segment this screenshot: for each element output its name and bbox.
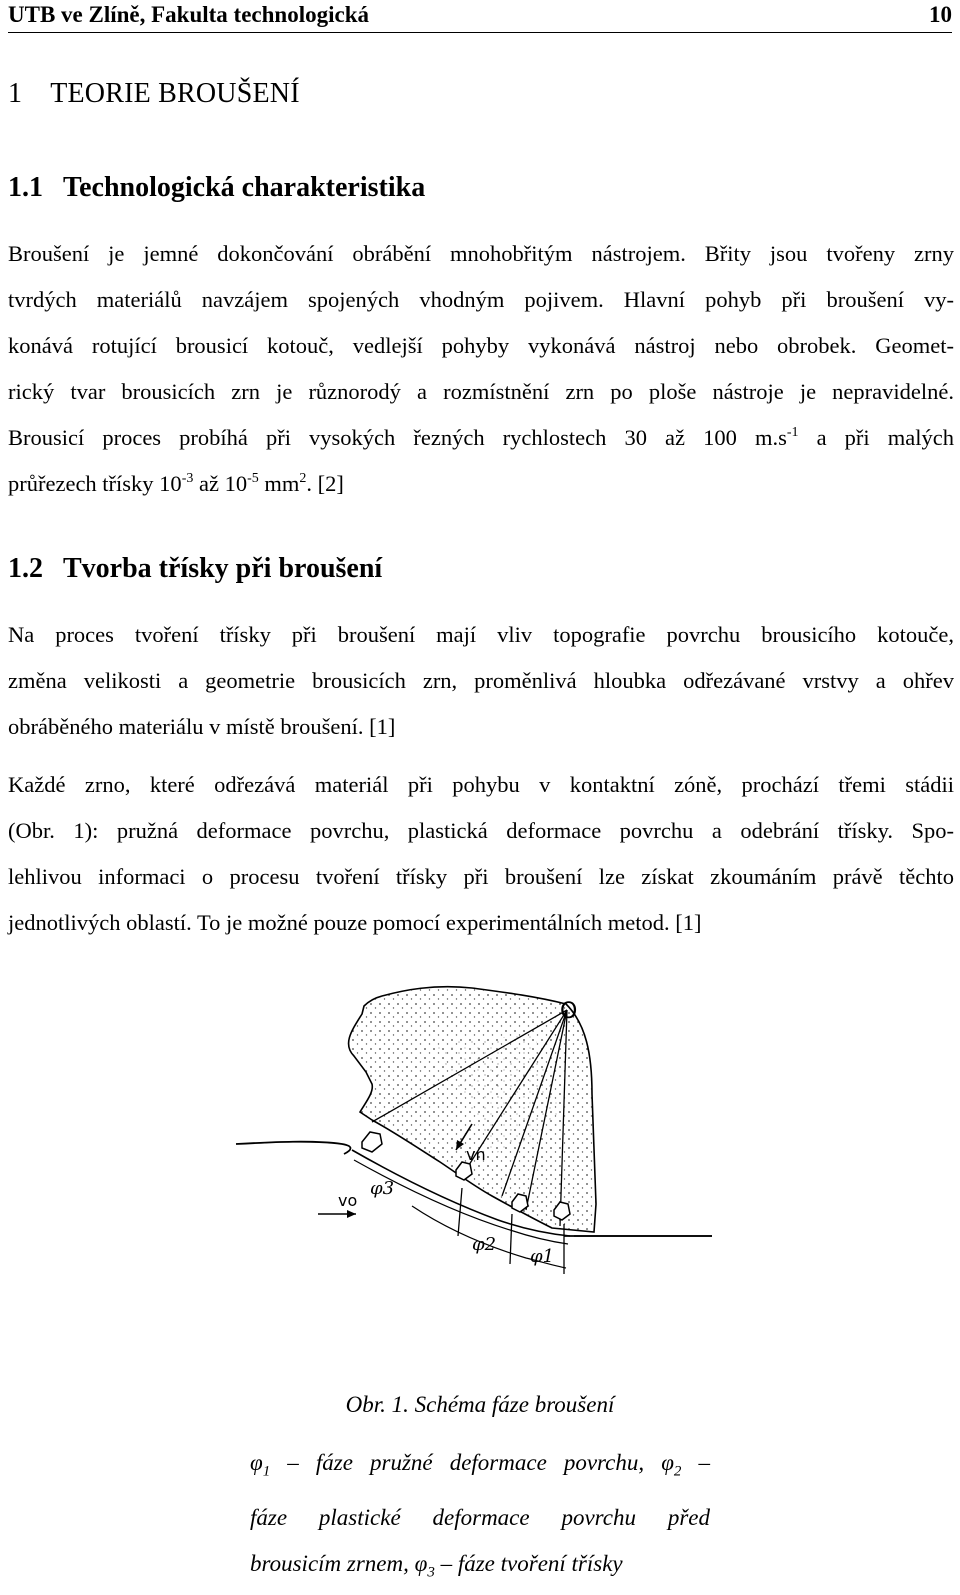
legend-line: fáze plastické deformace povrchu před [250,1504,710,1530]
text-run: brousicím zrnem, φ [250,1550,428,1576]
superscript: 2 [299,471,307,486]
text-run: mm [258,471,300,496]
page-number: 10 [929,2,952,27]
section-title: Tvorba třísky při broušení [63,553,383,584]
section-heading-2 [8,553,382,585]
workpiece-surface [236,1142,351,1154]
text-line: jednotlivých oblastí. To je možné pouze pomocí experimentálních metod. [1] [8,910,702,935]
section-number: 1.2 [8,553,43,584]
text-line: tvrdých materiálů navzájem spojených vhodným pojivem. Hlavní pohyb při broušení vy- [8,287,954,312]
vn-label: vn [466,1145,486,1164]
text-run: . [2] [306,471,344,496]
phi3-label: φ3 [370,1178,395,1199]
text-run: φ [250,1450,263,1475]
section-title: Technologická charakteristika [63,172,426,203]
text-run: a při malých [798,425,954,450]
text-line: Každé zrno, které odřezává materiál při pohybu v kontaktní zóně, prochází třemi stádii [8,772,954,797]
superscript: -1 [786,425,799,440]
superscript: -3 [181,471,194,486]
subscript: 1 [262,1463,271,1480]
paragraph-grain-stages [8,762,954,946]
text-line: (Obr. 1): pružná deformace povrchu, plastická deformace povrchu a odebrání třísky. Spo- [8,818,954,843]
text-line: Na proces tvoření třísky při broušení mají vliv topografie povrchu brousicího kotouče, [8,622,954,647]
grinding-phases-diagram [234,974,714,1374]
diagram-svg [234,974,714,1374]
vo-label: vo [338,1191,358,1210]
text-line: Broušení je jemné dokončování obrábění mnohobřitým nástrojem. Břity jsou tvořeny zrny [8,241,954,266]
chapter-title: TEORIE BROUŠENÍ [50,78,300,109]
subscript: 2 [673,1463,682,1480]
text-run: – fáze tvoření třísky [434,1550,623,1576]
figure-legend [250,1440,710,1595]
text-line [8,415,954,461]
text-run: až 10 [193,471,248,496]
center-label: O [560,999,578,1024]
text-line: obráběného materiálu v místě broušení. [1] [8,714,396,739]
page-header [8,0,952,33]
text-line: změna velikosti a geometrie brousicích zrn, proměnlivá hloubka odřezávané vrstvy a ohřev [8,668,954,693]
section-heading-1 [8,172,425,204]
superscript: -5 [247,471,259,486]
header-school: UTB ve Zlíně, Fakulta technologická [8,2,369,27]
text-line [8,461,954,507]
subscript: 3 [427,1564,435,1581]
text-run: – [681,1450,710,1475]
text-line: lehlivou informaci o procesu tvoření třísky při broušení lze získat zkoumáním právě těchto [8,864,954,889]
phi1-label: φ1 [530,1246,555,1267]
figure-caption: Obr. 1. Schéma fáze broušení [345,1392,615,1417]
chapter-number: 1 [8,78,23,109]
paragraph-grinding-characteristics [8,231,954,507]
legend-line [250,1440,710,1495]
text-run: – fáze pružné deformace povrchu, φ [270,1450,674,1475]
text-run: průřezech třísky 10 [8,471,182,496]
phi2-label: φ2 [472,1234,497,1255]
section-number: 1.1 [8,172,43,203]
text-line: konává rotující brousicí kotouč, vedlejší pohyby vykonává nástroj nebo obrobek. Geomet- [8,333,954,358]
feed-velocity-arrow [318,1210,356,1218]
paragraph-chip-formation [8,612,954,750]
text-line: rický tvar brousicích zrn je různorodý a rozmístnění zrn po ploše nástroje je nepravidelné. [8,379,954,404]
text-run: Brousicí proces probíhá při vysokých řezných rychlostech 30 až 100 m.s [8,425,787,450]
chapter-heading [8,78,300,110]
